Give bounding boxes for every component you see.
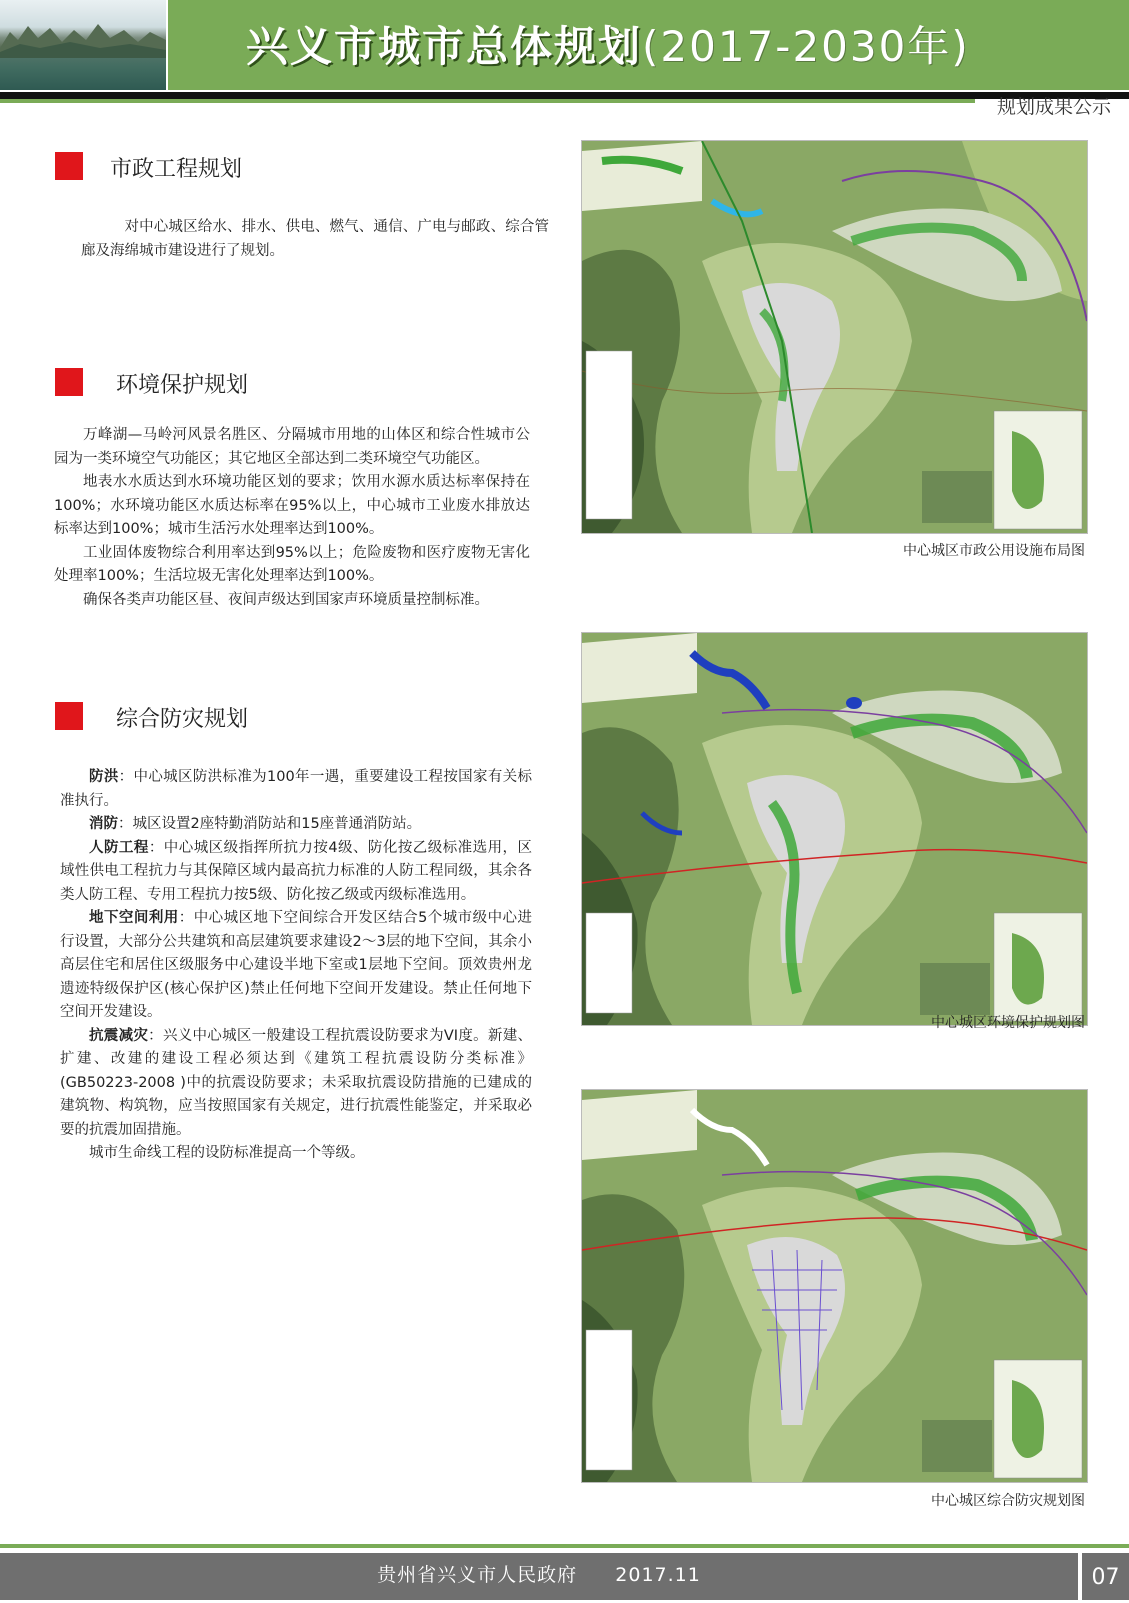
map-disaster-prevention — [581, 1089, 1088, 1483]
closing-paragraph: 城市生命线工程的设防标准提高一个等级。 — [89, 1145, 365, 1161]
list-item — [60, 1025, 532, 1143]
section-body-disaster — [60, 766, 532, 1166]
title-year: (2017-2030年) — [642, 22, 970, 71]
section-title-environment: 环境保护规划 — [116, 373, 249, 398]
footer-text — [0, 1560, 1078, 1587]
page-number: 07 — [1082, 1553, 1129, 1600]
page-header — [0, 0, 1129, 92]
list-item — [60, 907, 532, 1025]
footer-date: 2017.11 — [615, 1564, 701, 1586]
paragraph: 万峰湖—马岭河风景名胜区、分隔城市用地的山体区和综合性城市公园为一类环境空气功能区；其它地区全部达到二类环境空气功能区。 — [54, 427, 530, 467]
item-text: ：中心城区级指挥所抗力按4级、防化按乙级标准选用，区域性供电工程抗力与其保障区域内最高抗力标准的人防工程同级，其余各类人防工程、专用工程抗力按5级、防化按乙级或丙级标准选用。 — [60, 839, 533, 903]
section-marker-icon — [55, 368, 83, 396]
title-main: 兴义市城市总体规划 — [246, 22, 643, 71]
map-caption: 中心城区环境保护规划图 — [931, 1015, 1085, 1031]
item-text: ：兴义中心城区一般建设工程抗震设防要求为VI度。新建、扩建、改建的建设工程必须达到《建筑工程抗震设防分类标准》(GB50223-2008 )中的抗震设防要求；未采取抗震设防措施的已建成的建筑物、构筑物，应当按照国家有关规定，进行抗震性能鉴定，并采取必要的抗震加固措施。 — [60, 1027, 533, 1138]
item-label: 抗震减灾 — [89, 1027, 149, 1044]
item-label: 消防 — [89, 816, 118, 832]
list-item — [60, 766, 532, 813]
header-landscape-photo — [0, 0, 166, 90]
item-text: ：城区设置2座特勤消防站和15座普通消防站。 — [118, 816, 422, 832]
item-label: 防洪 — [89, 769, 119, 785]
footer-issuer: 贵州省兴义市人民政府 — [377, 1564, 578, 1586]
list-item — [60, 813, 532, 837]
header-rule-black — [0, 92, 1129, 99]
section-marker-icon — [55, 152, 83, 180]
map-environment-protection — [581, 632, 1088, 1026]
item-label: 地下空间利用 — [89, 910, 179, 926]
item-text: ：中心城区地下空间综合开发区结合5个城市级中心进行设置，大部分公共建筑和高层建筑要求建设2～3层的地下空间，其余小高层住宅和居住区级服务中心建设半地下室或1层地下空间。顶效贵州龙遗迹特级保护区(核心保护区)禁止任何地下空间开发建设。禁止任何地下空间开发建设。 — [60, 910, 532, 1020]
paragraph: 工业固体废物综合利用率达到95%以上；危险废物和医疗废物无害化处理率100%；生活垃圾无害化处理率达到100%。 — [54, 544, 530, 584]
section-title-municipal: 市政工程规划 — [110, 157, 243, 182]
map-caption: 中心城区综合防灾规划图 — [931, 1493, 1085, 1509]
list-item — [60, 837, 532, 908]
paragraph: 确保各类声功能区昼、夜间声级达到国家声环境质量控制标准。 — [83, 591, 489, 608]
section-title-disaster: 综合防灾规划 — [116, 707, 249, 732]
section-body-environment — [54, 424, 530, 612]
map-municipal-facilities — [581, 140, 1088, 534]
section-marker-icon — [55, 702, 83, 730]
map-caption: 中心城区市政公用设施布局图 — [903, 543, 1085, 559]
page-subtitle: 规划成果公示 — [996, 96, 1111, 118]
paragraph: 对中心城区给水、排水、供电、燃气、通信、广电与邮政、综合管廊及海绵城市建设进行了规划。 — [81, 219, 549, 259]
section-body-municipal — [81, 216, 549, 263]
footer-rule-green — [0, 1544, 1129, 1548]
paragraph: 地表水水质达到水环境功能区划的要求；饮用水源水质达标率保持在100%；水环境功能区水质达标率在95%以上，中心城市工业废水排放达标率达到100%；城市生活污水处理率达到100%。 — [54, 474, 530, 537]
item-text: ：中心城区防洪标准为100年一遇，重要建设工程按国家有关标准执行。 — [60, 769, 532, 809]
header-rule-green — [0, 99, 975, 103]
page-title — [246, 14, 970, 74]
item-label: 人防工程 — [89, 839, 149, 856]
